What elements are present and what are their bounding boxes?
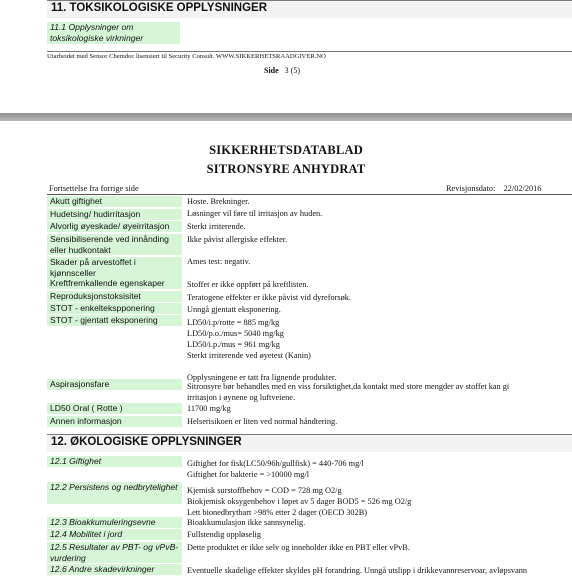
section-11-header bbox=[47, 0, 572, 18]
label-hudetsing: Hudetsing/ hudirritasjon bbox=[47, 209, 182, 220]
value-kreftfremkallende: Stoffet er ikke oppført på kreftlisten. bbox=[187, 280, 309, 289]
value-line bbox=[187, 361, 567, 372]
page-1-footer-text: Utarbeidet med Sensor Chemdoc lisensiert til Security Consult. WWW.SIKKERHETSRAADGIVER.NO bbox=[47, 53, 326, 60]
value-hudetsing: Løsninger vil føre til irritasjon av huden. bbox=[187, 209, 323, 218]
value-arvestoffet: Ames test: negativ. bbox=[187, 257, 251, 266]
value-line: Giftighet for fisk(LC50/96h/gullfisk) = 440-706 mg/l bbox=[187, 459, 364, 468]
value-sensibiliserende: Ikke påvist allergiske effekter. bbox=[187, 235, 288, 244]
value-12-1 bbox=[187, 458, 567, 480]
label-12-1: 12.1 Giftighet bbox=[47, 456, 182, 467]
value-ld50-oral: 11700 mg/kg bbox=[187, 404, 231, 413]
value-line: LD50/i.p./mus = 961 mg/kg bbox=[187, 340, 280, 349]
value-line: LD50/i.p/rotte = 885 mg/kg bbox=[187, 318, 280, 327]
document-title: SIKKERHETSDATABLAD bbox=[209, 143, 363, 157]
value-line: Lett bionedbrytbart >98% etter 2 dager (OECD 302B) bbox=[187, 508, 368, 517]
value-line: Sitronsyre bør behandles med en viss forsiktighet,da kontakt med store mengder av stoffet kan gi bbox=[187, 382, 510, 391]
label-stot-gjentatt: STOT - gjentatt eksponering bbox=[47, 315, 182, 326]
header-rule bbox=[47, 194, 572, 195]
page-number bbox=[264, 66, 300, 75]
label-aspirasjonsfare: Aspirasjonsfare bbox=[47, 379, 182, 390]
value-line: irritasjon i øynene og luftveiene. bbox=[187, 393, 296, 402]
label-reproduksjon: Reproduksjonstoksisitet bbox=[47, 291, 182, 302]
revision-date: 22/02/2016 bbox=[503, 184, 542, 193]
value-line: LD50/p.o./mus= 5040 mg/kg bbox=[187, 329, 284, 338]
value-annen-informasjon: Helserisikoen er liten ved normal håndtering. bbox=[187, 417, 338, 426]
value-12-4: Fullstendig oppløselig bbox=[187, 530, 261, 539]
label-stot-enkelt: STOT - enkeltekspponering bbox=[47, 303, 182, 314]
label-12-5: 12.5 Resultater av PBT- og vPvB-vurdering bbox=[47, 542, 182, 563]
label-12-3: 12.3 Bioakkumuleringsevne bbox=[47, 517, 182, 528]
label-kreftfremkallende: Kreftfremkallende egenskaper bbox=[47, 278, 182, 289]
label-annen-informasjon: Annen informasjon bbox=[47, 416, 182, 427]
continued-note: Fortsettelse fra forrige side bbox=[49, 184, 139, 193]
value-12-3: Bioakkumulasjon ikke sannsynelig. bbox=[187, 518, 306, 527]
label-sensibiliserende: Sensibiliserende ved innånding eller hudkontakt bbox=[47, 234, 182, 255]
value-akutt-giftighet: Hoste. Brekninger. bbox=[187, 197, 250, 206]
label-oyeskade: Alvorlig øyeskade/ øyeirritasjon bbox=[47, 221, 182, 232]
value-line: Giftighet for bakterie = >10000 mg/l bbox=[187, 470, 310, 479]
value-stot-enkelt: Unngå gjentatt eksponering. bbox=[187, 305, 281, 314]
label-akutt-giftighet: Akutt giftighet bbox=[47, 196, 182, 207]
value-line: Opplysningene er tatt fra lignende produkter. bbox=[187, 373, 337, 382]
label-arvestoffet: Skader på arvestoffet i kjønnsceller bbox=[47, 257, 182, 278]
value-line: Biokjemisk oksygenbehov i løpet av 5 dager BOD5 = 526 mg O2/g bbox=[187, 497, 412, 506]
value-12-2 bbox=[187, 485, 567, 518]
value-12-6: Eventuelle skadelige effekter skyldes pH forandring. Unngå utslipp i drikkevannreservoar, avløpsvann bbox=[187, 566, 528, 575]
value-12-5: Dette produktet er ikke selv og inneholder ikke en PBT eller vPvB. bbox=[187, 543, 410, 552]
label-12-4: 12.4 Mobilitet i jord bbox=[47, 529, 182, 540]
product-name: SITRONSYRE ANHYDRAT bbox=[206, 162, 366, 176]
label-ld50-oral: LD50 Oral ( Rotte ) bbox=[47, 403, 182, 414]
value-line: Kjemisk surstoffbehov = COD = 728 mg O2/g bbox=[187, 486, 342, 495]
page-number-value: 3 (5) bbox=[284, 66, 300, 75]
section-12-title: 12. ØKOLOGISKE OPPLYSNINGER bbox=[51, 436, 242, 448]
page-separator bbox=[0, 113, 572, 121]
page-1-footer-rule bbox=[47, 51, 572, 52]
section-12-header bbox=[47, 434, 572, 452]
page-label: Side bbox=[264, 66, 279, 75]
value-oyeskade: Sterkt irriterende. bbox=[187, 222, 246, 231]
label-12-6: 12.6 Andre skadevirkninger bbox=[47, 564, 182, 575]
revision-info bbox=[446, 184, 541, 193]
value-aspirasjonsfare bbox=[187, 381, 567, 403]
revision-label: Revisjonsdato: bbox=[446, 184, 496, 193]
label-12-2: 12.2 Persistens og nedbrytelighet bbox=[47, 482, 182, 504]
value-stot-gjentatt bbox=[187, 317, 567, 383]
value-line: Sterkt irriterende ved øyetest (Kanin) bbox=[187, 351, 311, 360]
subsection-11-1-label: 11.1 Opplysninger om toksikologiske virkninger bbox=[47, 22, 180, 44]
value-reproduksjon: Teratogene effekter er ikke påvist vid dyreforsøk. bbox=[187, 293, 351, 302]
section-11-title: 11. TOKSIKOLOGISKE OPPLYSNINGER bbox=[51, 2, 268, 14]
